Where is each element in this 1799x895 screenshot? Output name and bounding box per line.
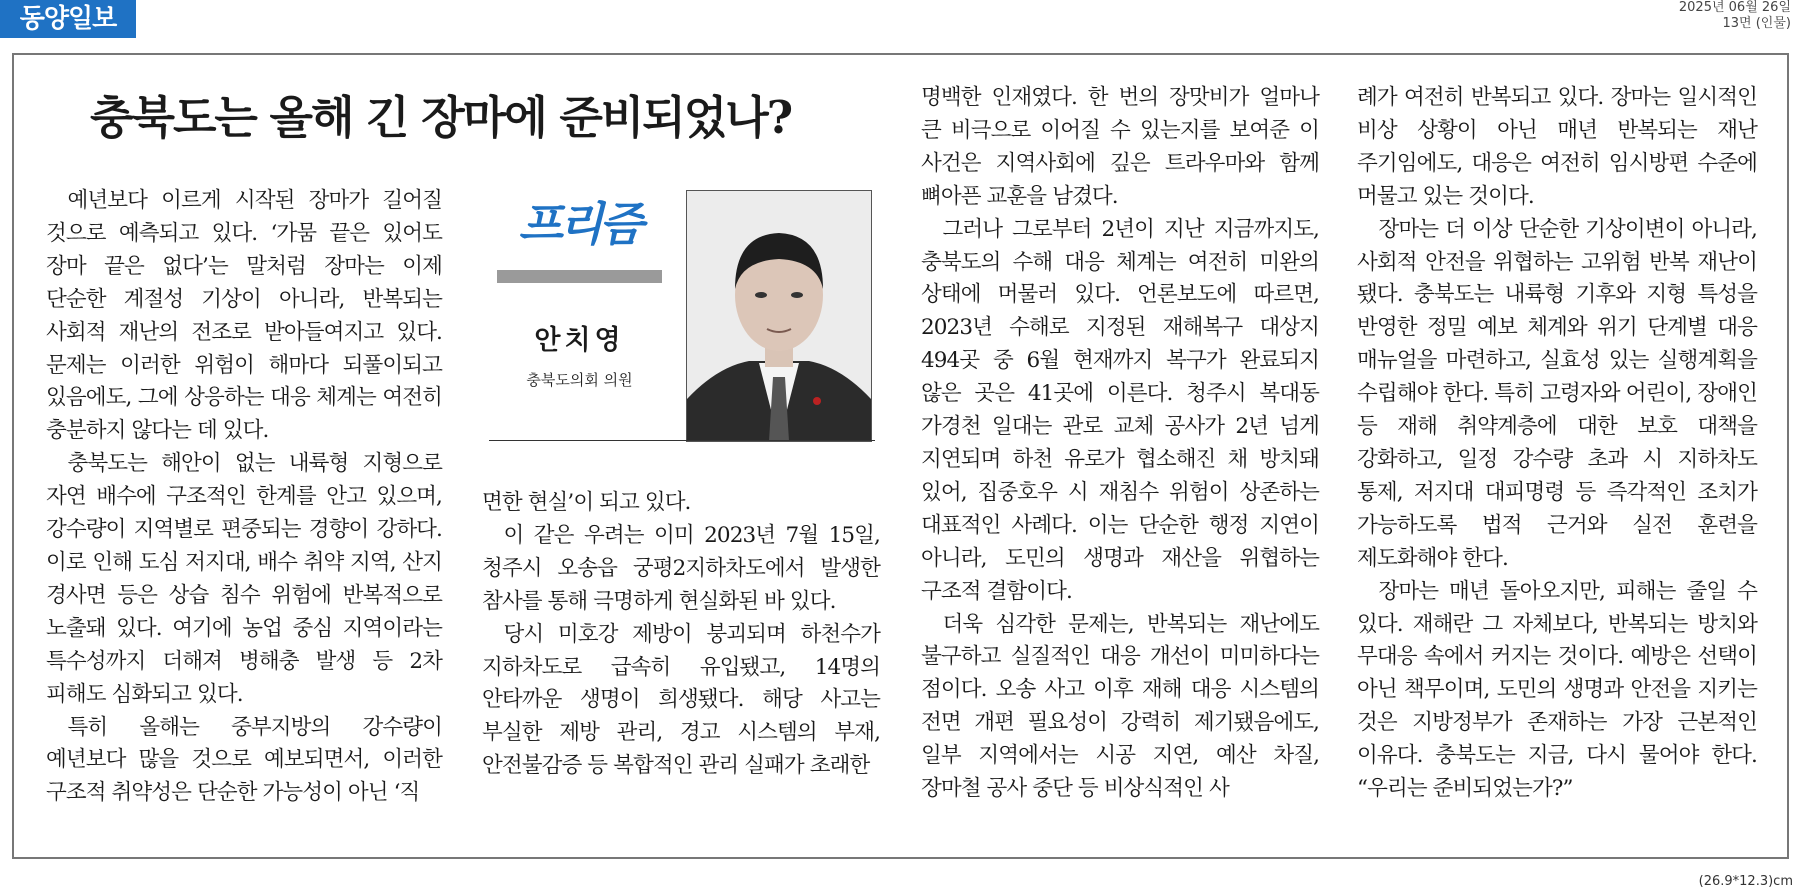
paragraph: 장마는 더 이상 단순한 기상이변이 아니라, 사회적 안전을 위협하는 고위험 반복 재난이 됐다. 충북도는 내륙형 기후와 지형 특성을 반영한 정밀 예보 체계와 위기 단계별 대응 매뉴얼을 마련하고, 실효성 있는 실행계획을 수립해야 한다. 특히 고령자와 어린이, 장애인 등 재해 취약계층에 대한 보호 대책을 강화하고, 일정 강수량 초과 시 지하차도 통제, 저지대 대피명령 등 즉각적인 조치가 가능하도록 법적 근거와 실전 훈련을 제도화해야 한다. bbox=[1357, 216, 1757, 571]
issue-meta bbox=[1679, 0, 1791, 32]
paragraph: 명백한 인재였다. 한 번의 장맛비가 얼마나 큰 비극으로 이어질 수 있는지를 보여준 이 사건은 지역사회에 깊은 트라우마와 함께 뼈아픈 교훈을 남겼다. bbox=[921, 85, 1319, 209]
paragraph: 충북도는 해안이 없는 내륙형 지형으로 자연 배수에 구조적인 한계를 안고 있으며, 강수량이 지역별로 편중되는 경향이 강하다. 이로 인해 도심 저지대, 배수 취약 지역, 산지 경사면 등은 상습 침수 위험에 반복적으로 노출돼 있다. 여기에 농업 중심 지역이라는 특수성까지 더해져 병해충 발생 등 2차 피해도 심화되고 있다. bbox=[46, 451, 442, 707]
paragraph: 예년보다 이르게 시작된 장마가 길어질 것으로 예측되고 있다. ‘가뭄 끝은 있어도 장마 끝은 없다’는 말처럼 장마는 이제 단순한 계절성 기상이 아니라, 반복되는 사회적 재난의 전조로 받아들여지고 있다. 문제는 이러한 위험이 해마다 되풀이되고 있음에도, 그에 상응하는 대응 체계는 여전히 충분하지 않다는 데 있다. bbox=[46, 188, 442, 444]
article-column-3 bbox=[921, 82, 1319, 806]
author-photo bbox=[686, 190, 872, 442]
issue-date: 2025년 06월 26일 bbox=[1678, 0, 1791, 15]
profile-divider bbox=[489, 440, 875, 441]
author-name: 안치영 bbox=[534, 325, 625, 356]
author-title: 충북도의회 의원 bbox=[526, 371, 633, 389]
article-column-1 bbox=[46, 185, 442, 810]
paragraph: 더욱 심각한 문제는, 반복되는 재난에도 불구하고 실질적인 대응 개선이 미미하다는 점이다. 오송 사고 이후 재해 대응 시스템의 전면 개편 필요성이 강력히 제기됐음에도, 일부 지역에서는 시공 지연, 예산 차질, 장마철 공사 중단 등 비상식적인 사 bbox=[921, 611, 1319, 802]
author-portrait-image bbox=[687, 191, 871, 441]
logo-underline bbox=[497, 270, 662, 283]
newspaper-logo: 동양일보 bbox=[0, 0, 136, 38]
paragraph: 특히 올해는 중부지방의 강수량이 예년보다 많을 것으로 예보되면서, 이러한 구조적 취약성은 단순한 가능성이 아닌 ‘직 bbox=[46, 714, 442, 806]
paragraph: 례가 여전히 반복되고 있다. 장마는 일시적인 비상 상황이 아닌 매년 반복되는 재난 주기임에도, 대응은 여전히 임시방편 수준에 머물고 있는 것이다. bbox=[1357, 85, 1757, 209]
paragraph: 면한 현실’이 되고 있다. bbox=[482, 490, 691, 515]
paragraph: 이 같은 우려는 이미 2023년 7월 15일, 청주시 오송읍 궁평2지하차도에서 발생한 참사를 통해 극명하게 현실화된 바 있다. bbox=[482, 522, 880, 614]
paragraph: 당시 미호강 제방이 붕괴되며 하천수가 지하차도로 급속히 유입됐고, 14명의 안타까운 생명이 희생됐다. 해당 사고는 부실한 제방 관리, 경고 시스템의 부재, 안전불감증 등 복합적인 관리 실패가 초래한 bbox=[482, 621, 880, 779]
page-section: 13면 (인물) bbox=[1722, 16, 1791, 31]
paragraph: 장마는 매년 돌아오지만, 피해는 줄일 수 있다. 재해란 그 자체보다, 반복되는 방치와 무대응 속에서 커지는 것이다. 예방은 선택이 아닌 책무이며, 도민의 생명과 안전을 지키는 것은 지방정부가 존재하는 가장 근본적인 이유다. 충북도는 지금, 다시 물어야 한다. “우리는 준비되었는가?” bbox=[1357, 578, 1757, 802]
article-column-4 bbox=[1357, 82, 1757, 806]
column-logo: 프리즘 bbox=[518, 197, 640, 251]
headline: 충북도는 올해 긴 장마에 준비되었나? bbox=[90, 91, 792, 144]
clipping-dimensions: (26.9*12.3)cm bbox=[1698, 874, 1793, 889]
paragraph: 그러나 그로부터 2년이 지난 지금까지도, 충북도의 수해 대응 체계는 여전히 미완의 상태에 머물러 있다. 언론보도에 따르면, 2023년 수해로 지정된 재해복구 대상지 494곳 중 6월 현재까지 복구가 완료되지 않은 곳은 41곳에 이른다. 청주시 복대동 가경천 일대는 관로 교체 공사가 2년 넘게 지연되며 하천 유로가 협소해진 채 방치돼 있어, 집중호우 시 재침수 위험이 상존하는 대표적인 사례다. 이는 단순한 행정 지연이 아니라, 도민의 생명과 재산을 위협하는 구조적 결함이다. bbox=[921, 216, 1319, 604]
article-column-2 bbox=[482, 487, 880, 783]
